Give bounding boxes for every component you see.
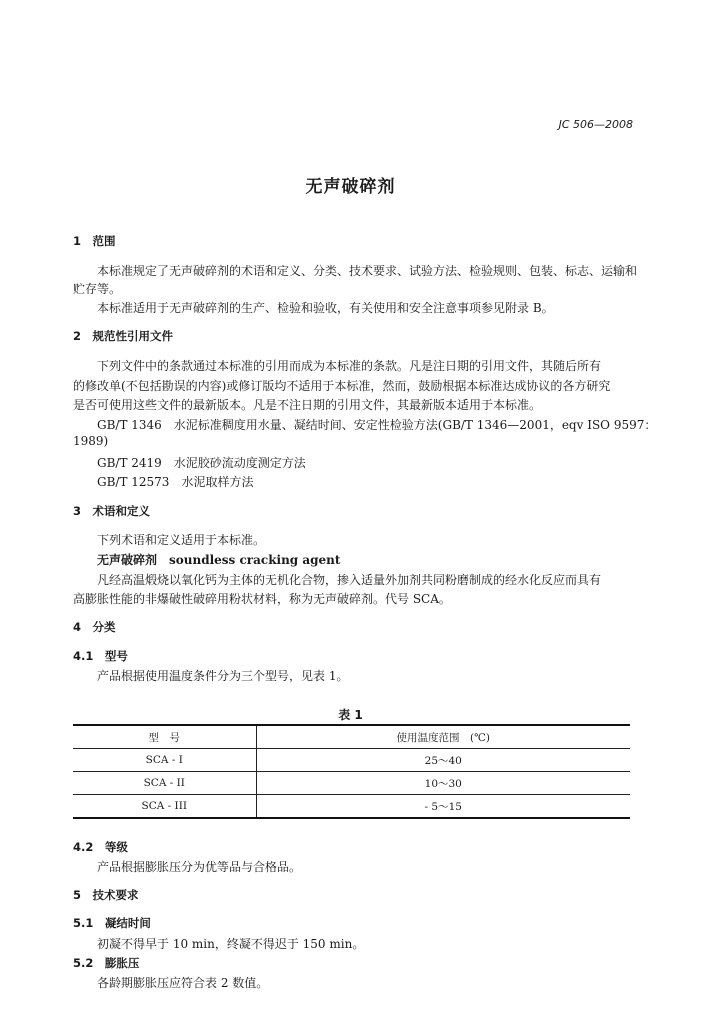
- term-definition-cont: 高膨胀性能的非爆破性破碎用粉状材料，称为无声破碎剂。代号 SCA。: [73, 592, 451, 606]
- reference-gbt-2419: GB/T 2419 水泥胶砂流动度测定方法: [97, 456, 306, 470]
- table-cell: SCA - I: [73, 749, 256, 772]
- section-5-1-heading: 5.1 凝结时间: [73, 916, 151, 930]
- reference-gbt-1346: GB/T 1346 水泥标准稠度用水量、凝结时间、安定性检验方法(GB/T 1346—2001，eqv ISO 9597：: [97, 418, 657, 432]
- section-1-heading: 1 范围: [73, 234, 116, 248]
- section-5-heading: 5 技术要求: [73, 888, 139, 902]
- table-cell: SCA - III: [73, 795, 256, 819]
- section-4-1-paragraph: 产品根据使用温度条件分为三个型号，见表 1。: [97, 669, 349, 683]
- section-1-paragraph-2: 本标准适用于无声破碎剂的生产、检验和验收，有关使用和安全注意事项参见附录 B。: [97, 301, 554, 315]
- term-definition: 凡经高温煅烧以氧化钙为主体的无机化合物，掺入适量外加剂共同粉磨制成的经水化反应而具有: [97, 573, 602, 587]
- section-2-paragraph-cont: 的修改单(不包括勘误的内容)或修订版均不适用于本标准，然而，鼓励根据本标准达成协议的各方研究: [73, 379, 611, 393]
- table-header-cell: 型 号: [73, 725, 256, 749]
- reference-gbt-1346-cont: 1989): [73, 434, 109, 448]
- reference-gbt-12573: GB/T 12573 水泥取样方法: [97, 475, 254, 489]
- table-header-cell: 使用温度范围 (℃): [256, 725, 630, 749]
- section-4-2-paragraph: 产品根据膨胀压分为优等品与合格品。: [97, 860, 302, 874]
- section-5-1-paragraph: 初凝不得早于 10 min，终凝不得迟于 150 min。: [97, 937, 365, 951]
- section-4-heading: 4 分类: [73, 620, 116, 634]
- term-entry: 无声破碎剂 soundless cracking agent: [97, 553, 341, 567]
- section-5-2-heading: 5.2 膨胀压: [73, 956, 140, 970]
- section-3-paragraph: 下列术语和定义适用于本标准。: [97, 533, 266, 547]
- section-2-heading: 2 规范性引用文件: [73, 329, 174, 343]
- table-row: [73, 795, 630, 819]
- table-1-caption: 表 1: [338, 708, 363, 722]
- section-2-paragraph-cont: 是否可使用这些文件的最新版本。凡是不注日期的引用文件，其最新版本适用于本标准。: [73, 398, 542, 412]
- table-cell: SCA - II: [73, 772, 256, 795]
- section-4-1-heading: 4.1 型号: [73, 649, 128, 663]
- table-1: [73, 724, 630, 819]
- table-row: [73, 749, 630, 772]
- section-5-2-paragraph: 各龄期膨胀压应符合表 2 数值。: [97, 976, 269, 990]
- doc-code: JC 506—2008: [558, 118, 633, 131]
- section-4-2-heading: 4.2 等级: [73, 840, 128, 854]
- document-title: 无声破碎剂: [305, 177, 396, 197]
- table-cell: - 5～15: [256, 795, 630, 819]
- section-2-paragraph: 下列文件中的条款通过本标准的引用而成为本标准的条款。凡是注日期的引用文件，其随后所有: [97, 359, 602, 373]
- table-row: [73, 772, 630, 795]
- table-cell: 25～40: [256, 749, 630, 772]
- section-1-paragraph-cont: 贮存等。: [73, 282, 122, 296]
- table-cell: 10～30: [256, 772, 630, 795]
- table-header-row: [73, 725, 630, 749]
- section-1-paragraph: 本标准规定了无声破碎剂的术语和定义、分类、技术要求、试验方法、检验规则、包装、标志、运输和: [97, 264, 638, 278]
- section-3-heading: 3 术语和定义: [73, 504, 151, 518]
